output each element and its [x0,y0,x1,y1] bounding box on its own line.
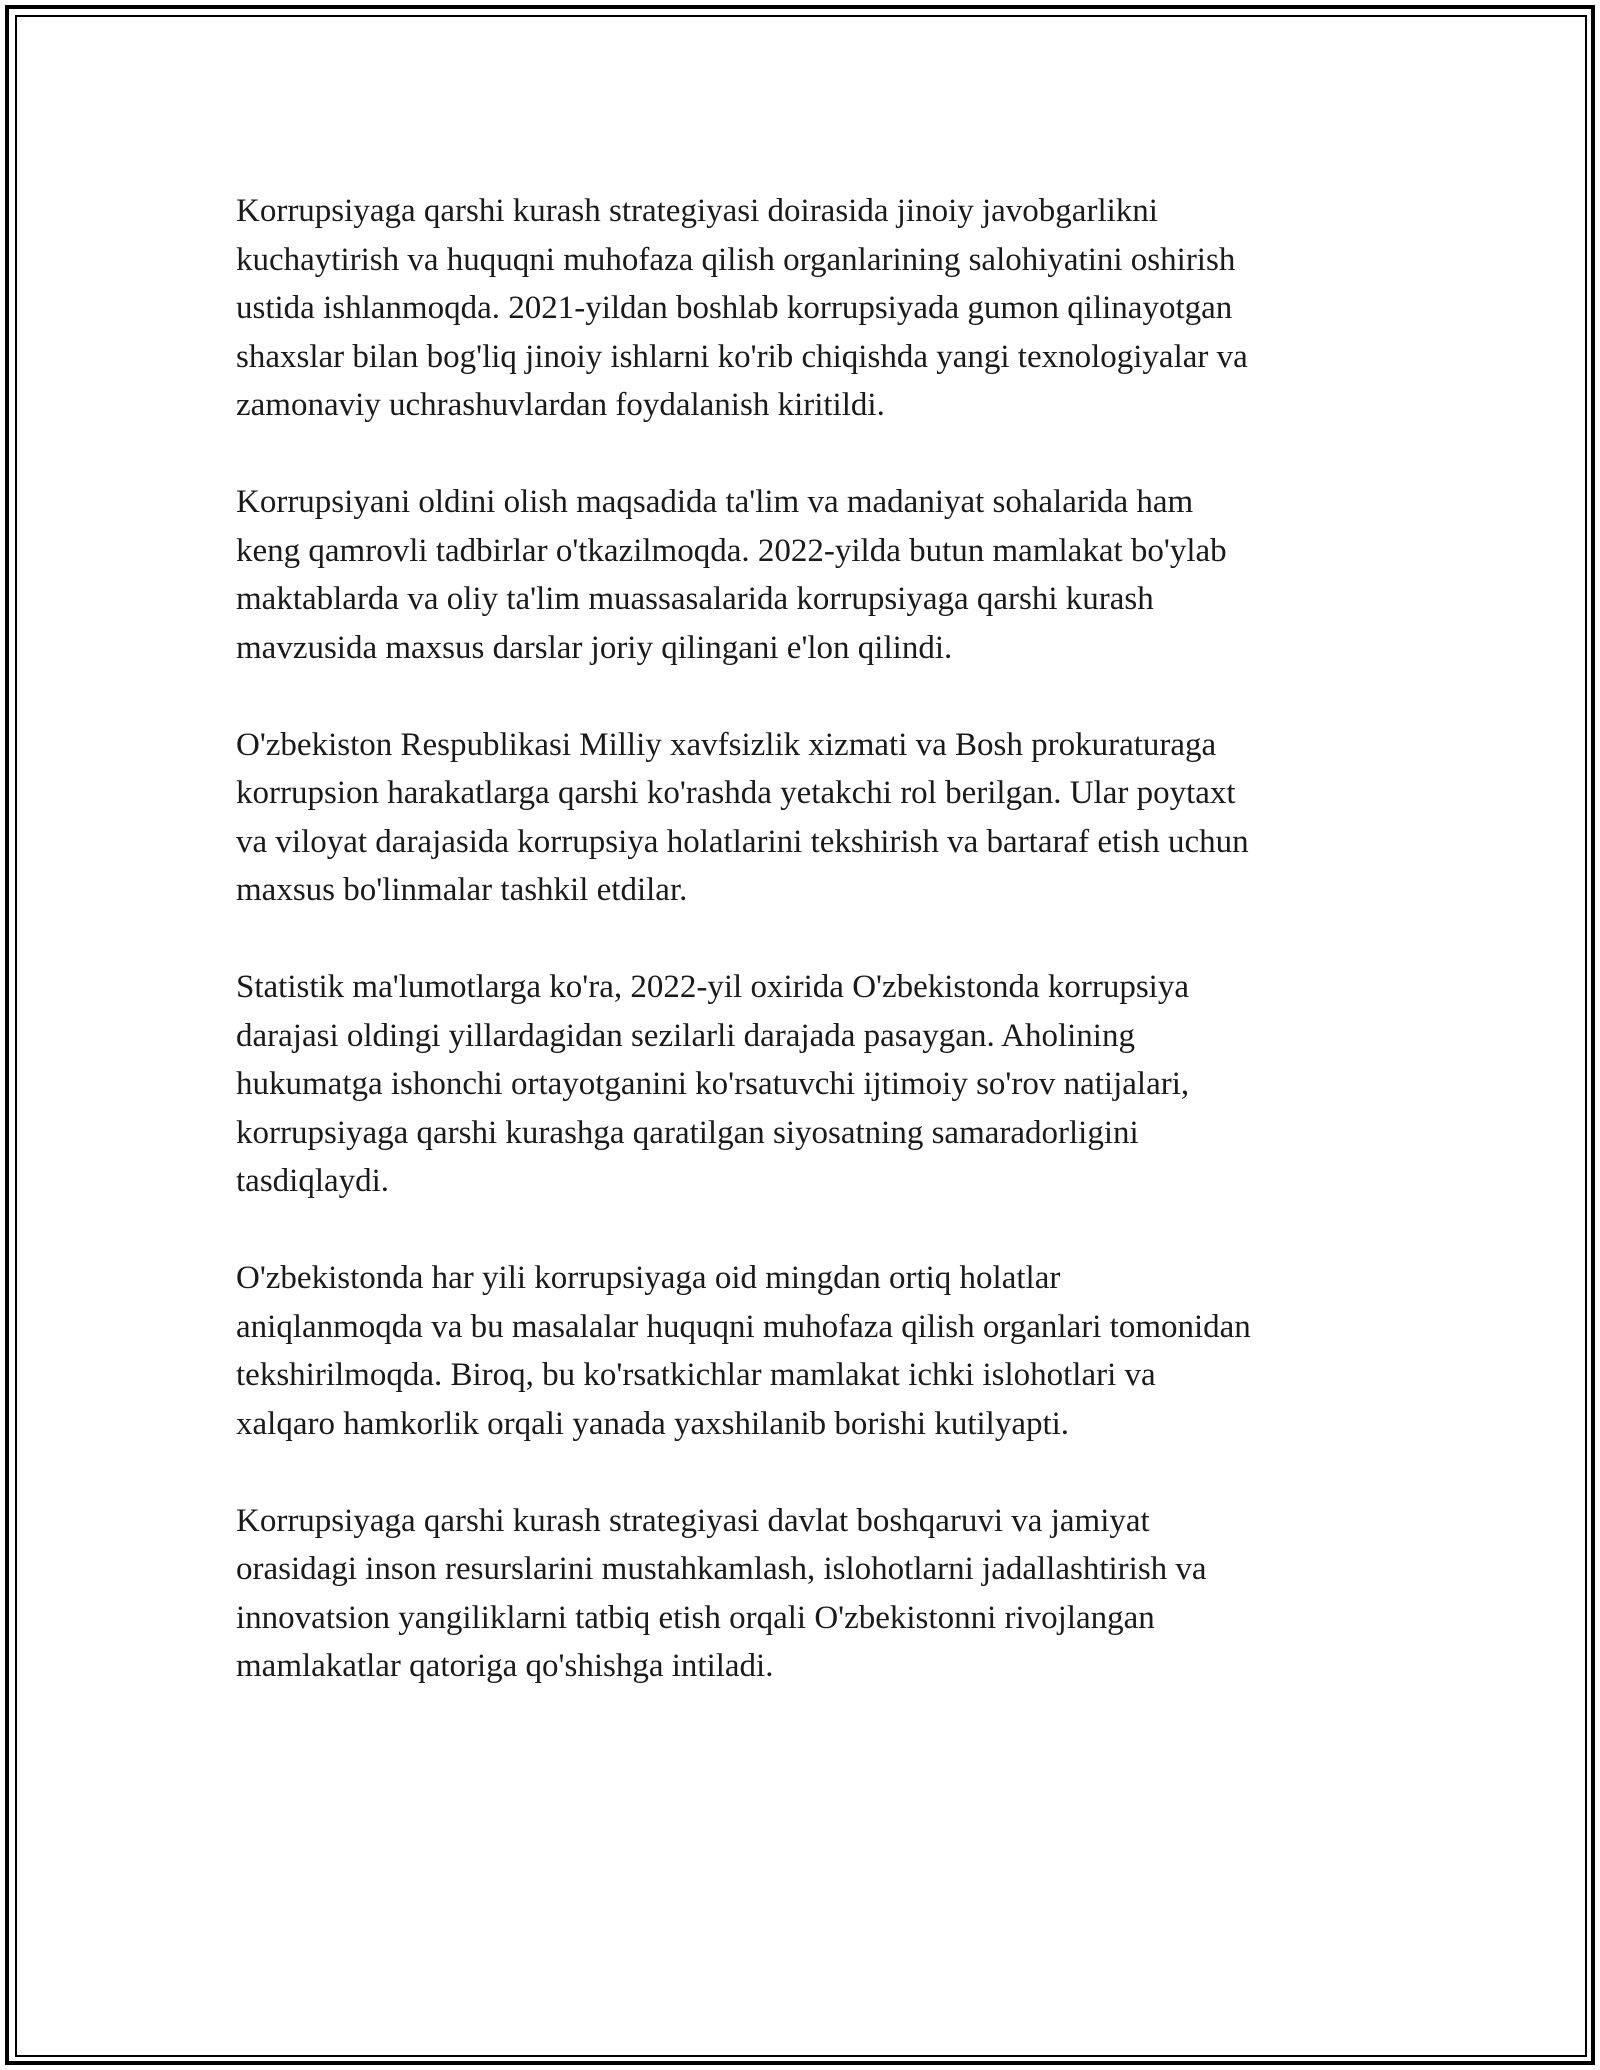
paragraph-3: O'zbekiston Respublikasi Milliy xavfsizlik xizmati va Bosh prokuraturaga korrupsion harakatlarga qarshi ko'rashda yetakchi rol berilgan. Ular poytaxt va viloyat darajasida korrupsiya holatlarini tekshirish va bartaraf etish uchun maxsus bo'linmalar tashkil etdilar. [236,726,1249,908]
paragraph-4: Statistik ma'lumotlarga ko'ra, 2022-yil oxirida O'zbekistonda korrupsiya darajasi oldingi yillardagidan sezilarli darajada pasaygan. Aholining hukumatga ishonchi ortayotganini ko'rsatuvchi ijtimoiy so'rov natijalari, korrupsiyaga qarshi kurashga qaratilgan siyosatning samaradorligini tasdiqlaydi. [236,969,1190,1199]
document-body [236,187,1396,1739]
paragraph-1: Korrupsiyaga qarshi kurash strategiyasi doirasida jinoiy javobgarlikni kuchaytirish va huquqni muhofaza qilish organlarining salohiyatini oshirish ustida ishlanmoqda. 2021-yildan boshlab korrupsiyada gumon qilinayotgan shaxslar bilan bog'liq jinoiy ishlarni ko'rib chiqishda yangi texnologiyalar va zamonaviy uchrashuvlardan foydalanish kiritildi. [236,193,1248,423]
paragraph-5: O'zbekistonda har yili korrupsiyaga oid mingdan ortiq holatlar aniqlanmoqda va bu masalalar huquqni muhofaza qilish organlari tomonidan tekshirilmoqda. Biroq, bu ko'rsatkichlar mamlakat ichki islohotlari va xalqaro hamkorlik orqali yanada yaxshilanib borishi kutilyapti. [236,1260,1251,1442]
paragraph-6: Korrupsiyaga qarshi kurash strategiyasi davlat boshqaruvi va jamiyat orasidagi inson resurslarini mustahkamlash, islohotlarni jadallashtirish va innovatsion yangiliklarni tatbiq etish orqali O'zbekistonni rivojlangan mamlakatlar qatoriga qo'shishga intiladi. [236,1502,1207,1684]
paragraph-2: Korrupsiyani oldini olish maqsadida ta'lim va madaniyat sohalarida ham keng qamrovli tadbirlar o'tkazilmoqda. 2022-yilda butun mamlakat bo'ylab maktablarda va oliy ta'lim muassasalarida korrupsiyaga qarshi kurash mavzusida maxsus darslar joriy qilingani e'lon qilindi. [236,484,1227,666]
